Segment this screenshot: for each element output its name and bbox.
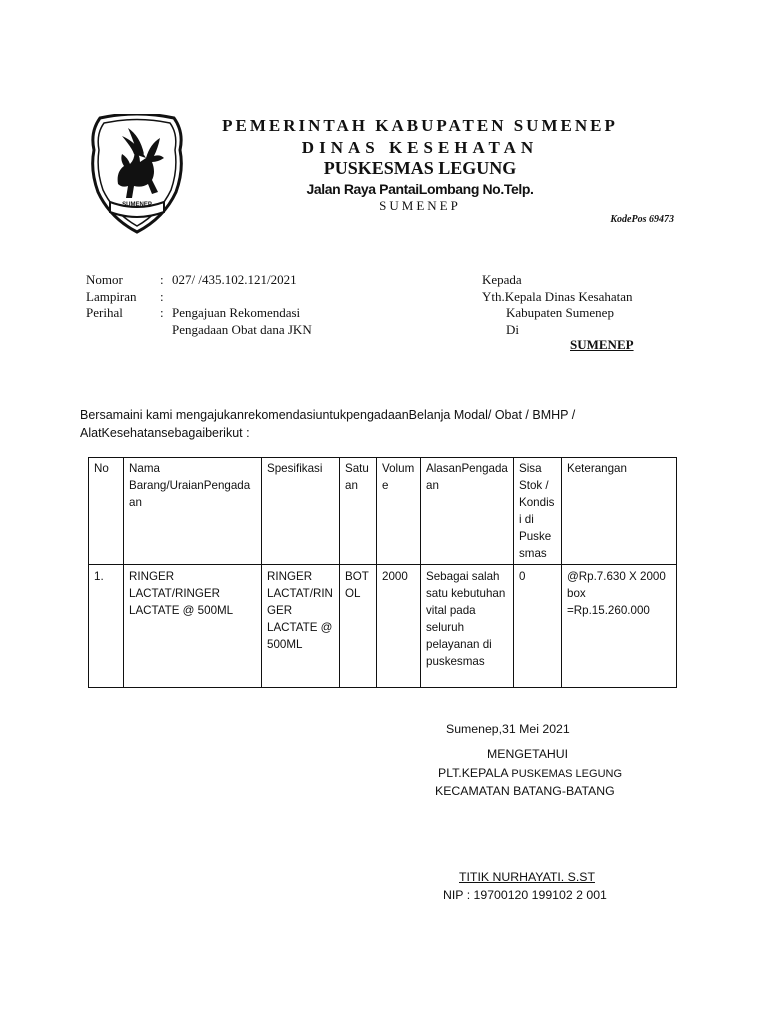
department-title: DINAS KESEHATAN <box>301 138 539 157</box>
facility-address: Jalan Raya PantaiLombang No.Telp. <box>306 181 534 197</box>
perihal-line-2: Pengadaan Obat dana JKN <box>172 322 312 337</box>
col-header-no: No <box>89 458 124 565</box>
request-table <box>88 457 677 688</box>
crest-banner-text: SUMENEP <box>122 202 152 208</box>
cell-alasan: Sebagai salah satu kebutuhan vital pada seluruh pelayanan di puskesmas <box>421 565 514 688</box>
col-header-sisa-stok: Sisa Stok / Kondisi di Puskesmas <box>514 458 562 565</box>
recipient-city: SUMENEP <box>570 337 634 352</box>
letterhead-city: SUMENEP <box>379 198 461 213</box>
lampiran-colon: : <box>160 289 164 304</box>
signer-nip: NIP : 19700120 199102 2 001 <box>443 888 607 902</box>
col-header-nama-barang: Nama Barang/UraianPengadaan <box>124 458 262 565</box>
mengetahui-label: MENGETAHUI <box>487 747 569 761</box>
perihal-label: Perihal <box>86 305 123 320</box>
lampiran-label: Lampiran <box>86 289 137 304</box>
col-header-satuan: Satuan <box>340 458 377 565</box>
recipient-di: Di <box>506 322 519 337</box>
col-header-volume: Volume <box>377 458 421 565</box>
perihal-line-1: Pengajuan Rekomendasi <box>172 305 301 320</box>
government-title: PEMERINTAH KABUPATEN SUMENEP <box>222 116 618 135</box>
signer-title-main: PLT.KEPALA <box>438 766 508 780</box>
col-header-keterangan: Keterangan <box>562 458 677 565</box>
postal-code: KodePos 69473 <box>610 214 674 225</box>
col-header-alasan: AlasanPengadaan <box>421 458 514 565</box>
recipient-yth: Yth.Kepala Dinas Kesahatan <box>482 289 633 304</box>
signer-name: TITIK NURHAYATI. S.ST <box>459 870 595 884</box>
nomor-value: 027/ /435.102.121/2021 <box>172 272 297 287</box>
cell-satuan: BOTOL <box>340 565 377 688</box>
cell-volume: 2000 <box>377 565 421 688</box>
intro-paragraph: Bersamaini kami mengajukanrekomendasiuntukpengadaanBelanja Modal/ Obat / BMHP / AlatKesehatansebagaiberikut : <box>80 408 576 440</box>
recipient-kabupaten: Kabupaten Sumenep <box>506 305 614 320</box>
cell-spesifikasi: RINGER LACTAT/RINGER LACTATE @ 500ML <box>262 565 340 688</box>
nomor-label: Nomor <box>86 272 123 287</box>
signer-title-facility: PUSKEMAS LEGUNG <box>511 768 623 780</box>
perihal-colon: : <box>160 305 164 320</box>
signer-district: KECAMATAN BATANG-BATANG <box>435 784 615 798</box>
cell-sisa-stok: 0 <box>514 565 562 688</box>
col-header-spesifikasi: Spesifikasi <box>262 458 340 565</box>
table-row <box>89 565 677 688</box>
facility-title: PUSKESMAS LEGUNG <box>323 158 517 178</box>
nomor-colon: : <box>160 272 164 287</box>
place-date: Sumenep,31 Mei 2021 <box>446 722 570 736</box>
cell-nama-barang: RINGER LACTAT/RINGER LACTATE @ 500ML <box>124 565 262 688</box>
signer-title <box>438 766 622 780</box>
cell-keterangan: @Rp.7.630 X 2000 box =Rp.15.260.000 <box>562 565 677 688</box>
recipient-kepada: Kepada <box>482 272 522 287</box>
cell-no: 1. <box>89 565 124 688</box>
table-header-row <box>89 458 677 565</box>
